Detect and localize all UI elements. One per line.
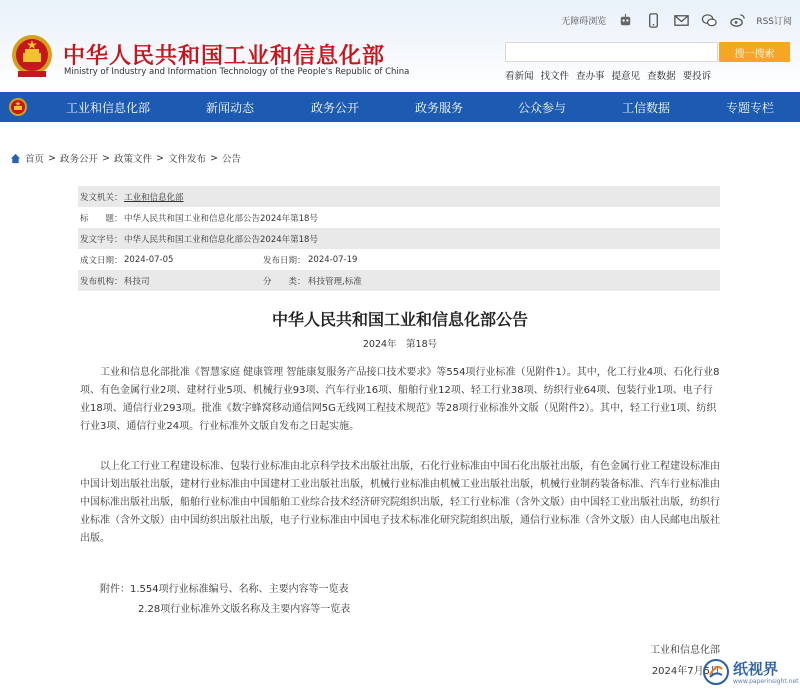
main-nav — [0, 92, 800, 122]
nav-item-news[interactable]: 新闻动态 — [206, 101, 255, 115]
quick-link-data[interactable]: 查数据 — [647, 71, 676, 82]
document-paragraph: 以上化工行业工程建设标准、包装行业标准由北京科学技术出版社出版，石化行业标准由中国石化出版社出版，有色金属行业工程建设标准由中国计划出版社出版，建材行业标准由中国建材工业出版社出版，机械行业标准由机械工业出版社出版，机械行业制药装备标准、汽车行业标准由中国标准出版社出版，船舶行业标准由中国船舶工业综合技术经济研究院组织出版，轻工行业标准（含外文版）由中国轻工业出版社出版，纺织行业标准（含外文版）由中国纺织出版社出版，电子行业标准由中国电子技术标准化研究院组织出版，通信行业标准（含外文版）由人民邮电出版社出版。 — [80, 461, 720, 544]
document-number: 2024年 第18号 — [362, 339, 438, 350]
meta-row-issuer — [78, 186, 720, 207]
document-date: 2024年7月5日 — [651, 666, 720, 677]
search-input[interactable] — [505, 42, 718, 62]
document-paragraph: 工业和信息化部批准《智慧家庭 健康管理 智能康复服务产品接口技术要求》等554项行业标准（见附件1）。其中，化工行业4项、石化行业8项、有色金属行业2项、建材行业5项、机械行业93项、汽车行业16项、船舶行业12项、轻工行业38项、纺织行业64项、包装行业1项、电子行业18项、通信行业293项。批准《数字蜂窝移动通信网5G无线网工程技术规范》等28项行业标准外文版（见附件2）。其中，轻工行业1项、纺织行业3项、通信行业24项。行业标准外文版自发布之日起实施。 — [80, 367, 720, 432]
document-meta-table — [78, 186, 720, 291]
home-icon — [10, 153, 21, 164]
emblem-small-icon — [8, 97, 28, 117]
meta-value: 科技管理,标准 — [308, 276, 362, 287]
meta-row-title — [78, 207, 720, 228]
utility-bar — [561, 10, 792, 30]
meta-row-docno — [78, 228, 720, 249]
breadcrumb-file-release[interactable]: 文件发布 — [167, 154, 206, 165]
robot-assistant-icon[interactable] — [616, 11, 634, 29]
watermark-logo-icon — [703, 659, 729, 685]
site-title[interactable]: 中华人民共和国工业和信息化部 — [63, 44, 386, 69]
meta-value: 2024-07-19 — [308, 254, 358, 265]
national-emblem-icon[interactable] — [10, 33, 54, 79]
breadcrumb-separator: > — [48, 152, 56, 164]
nav-item-open-affairs[interactable]: 政务公开 — [311, 101, 360, 115]
meta-label: 发布日期： — [263, 255, 306, 266]
breadcrumb-announcement[interactable]: 公告 — [221, 154, 241, 165]
site-subtitle: Ministry of Industry and Information Technology of the People's Republic of China — [64, 67, 410, 77]
meta-label: 成文日期： — [80, 255, 123, 266]
breadcrumb-separator: > — [155, 152, 164, 164]
quick-link-news[interactable]: 看新闻 — [505, 71, 534, 82]
nav-item-participation[interactable]: 公众参与 — [518, 101, 567, 115]
meta-label: 分 类： — [263, 276, 306, 287]
quick-links — [505, 68, 711, 82]
meta-value: 2024-07-05 — [124, 254, 174, 265]
meta-label: 发文机关： — [80, 192, 123, 203]
meta-issuer-link[interactable]: 工业和信息化部 — [124, 192, 184, 203]
quick-link-feedback[interactable]: 提意见 — [611, 71, 641, 82]
watermark-url: www.paperinsight.net — [733, 678, 799, 685]
mail-icon[interactable] — [672, 11, 690, 29]
site-header — [0, 0, 800, 92]
search-button[interactable]: 搜一搜索 — [719, 42, 790, 62]
meta-value: 中华人民共和国工业和信息化部公告2024年第18号 — [124, 234, 318, 245]
quick-link-services[interactable]: 查办事 — [576, 71, 605, 82]
meta-label: 发文字号： — [80, 234, 123, 245]
document-signer: 工业和信息化部 — [650, 645, 720, 656]
breadcrumb — [10, 151, 241, 165]
meta-row-org — [78, 270, 720, 291]
breadcrumb-separator: > — [209, 152, 218, 164]
attachment-link-1[interactable]: 附件：1.554项行业标准编号、名称、主要内容等一览表 — [100, 584, 349, 595]
quick-link-complaint[interactable]: 要投诉 — [682, 71, 712, 82]
nav-item-gov-services[interactable]: 政务服务 — [415, 101, 464, 115]
breadcrumb-separator: > — [102, 152, 110, 164]
quick-link-files[interactable]: 找文件 — [540, 71, 570, 82]
meta-value: 中华人民共和国工业和信息化部公告2024年第18号 — [124, 213, 318, 224]
meta-row-dates — [78, 249, 720, 270]
watermark-text: 纸视界 — [733, 660, 779, 678]
meta-label: 发布机构： — [80, 276, 123, 287]
nav-home[interactable] — [0, 92, 36, 122]
nav-item-topics[interactable]: 专题专栏 — [726, 101, 775, 115]
watermark — [703, 656, 800, 690]
breadcrumb-home[interactable]: 首页 — [25, 154, 45, 165]
wechat-icon[interactable] — [700, 11, 718, 29]
document-title: 中华人民共和国工业和信息化部公告 — [271, 310, 528, 329]
attachment-link-2[interactable]: 2.28项行业标准外文版名称及主要内容等一览表 — [138, 604, 351, 615]
nav-item-ministry[interactable]: 工业和信息化部 — [66, 101, 151, 115]
meta-label: 标 题： — [80, 213, 123, 224]
breadcrumb-open-affairs[interactable]: 政务公开 — [59, 154, 98, 165]
rss-link[interactable]: RSS订阅 — [756, 16, 792, 27]
weibo-icon[interactable] — [728, 11, 746, 29]
accessibility-link[interactable]: 无障碍浏览 — [561, 16, 607, 27]
mobile-icon[interactable] — [644, 11, 662, 29]
nav-item-data[interactable]: 工信数据 — [622, 101, 671, 115]
breadcrumb-policy-files[interactable]: 政策文件 — [113, 154, 152, 165]
meta-value: 科技司 — [124, 276, 150, 287]
